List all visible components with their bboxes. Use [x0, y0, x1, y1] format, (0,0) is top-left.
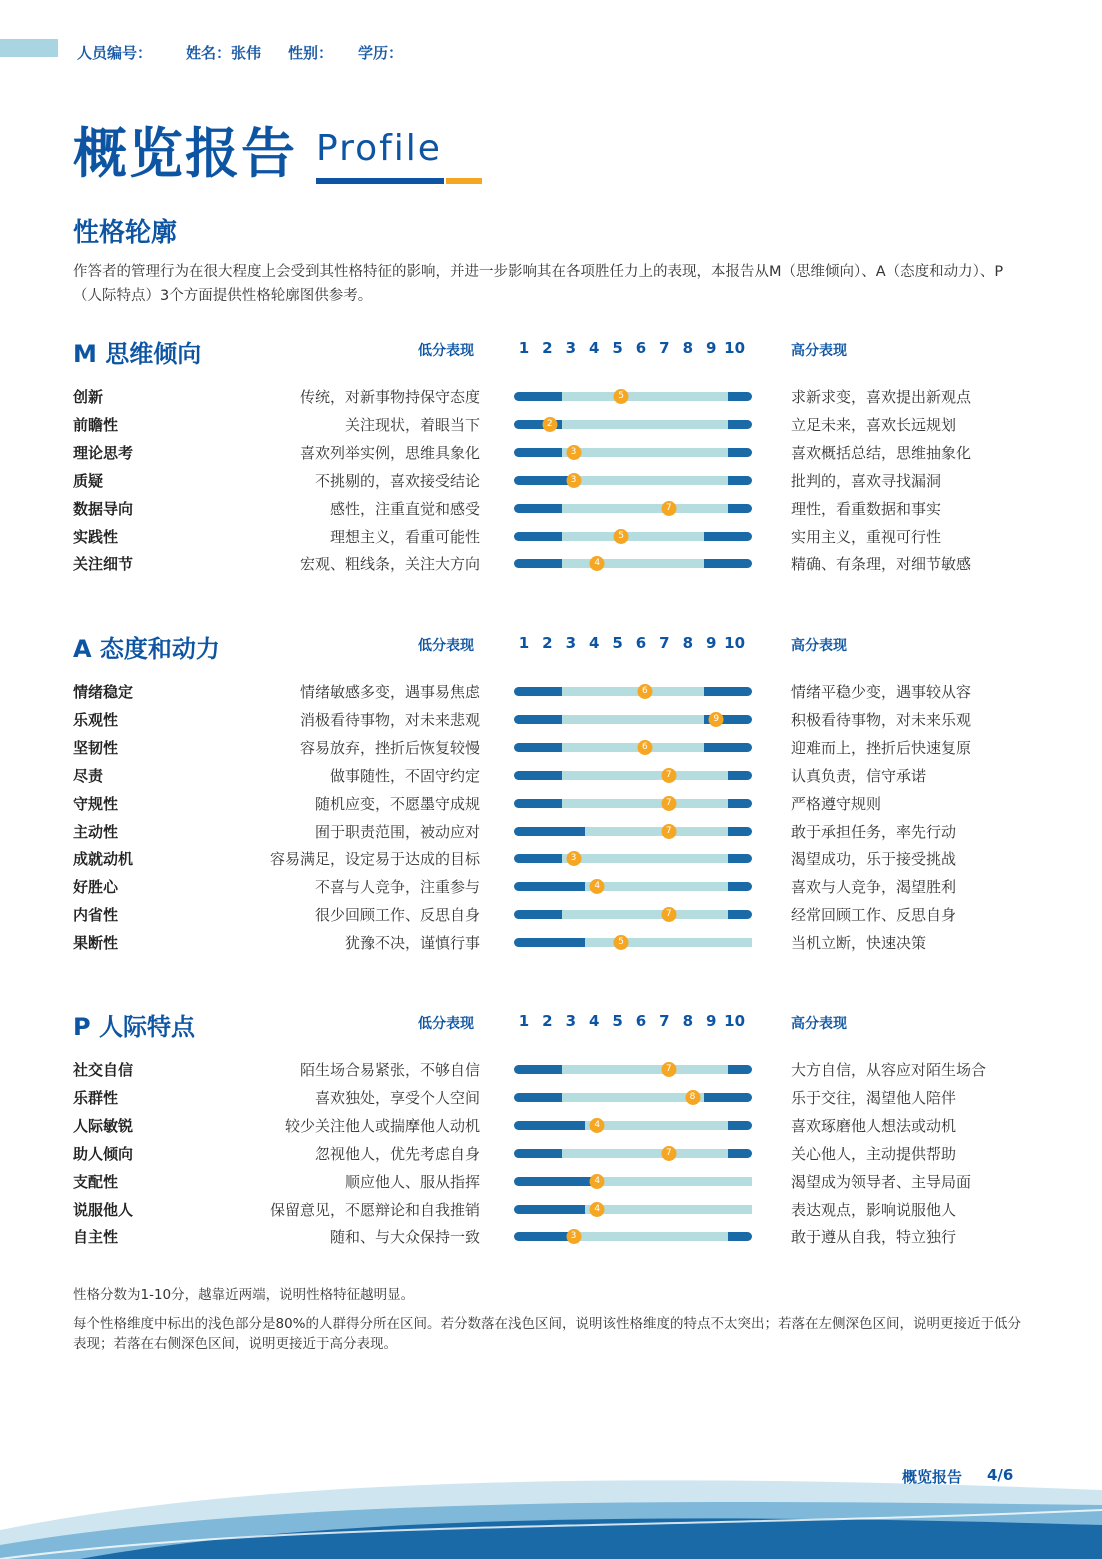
- trait-score-bar: [514, 532, 752, 541]
- trait-score-bar: [514, 910, 752, 919]
- trait-score-bar: [514, 1232, 752, 1241]
- score-marker: 4: [590, 1118, 605, 1133]
- trait-score-bar: [514, 1065, 752, 1074]
- trait-high-description: 理性，看重数据和事实: [791, 499, 942, 518]
- trait-score-bar: [514, 392, 752, 401]
- note-scale: 性格分数为1-10分，越靠近两端，说明性格特征越明显。: [73, 1287, 415, 1303]
- norm-band: [562, 715, 705, 724]
- trait-row: [0, 498, 1102, 520]
- trait-row: [0, 386, 1102, 408]
- score-marker: 4: [590, 556, 605, 571]
- trait-row: [0, 793, 1102, 815]
- trait-high-description: 表达观点，影响说服他人: [791, 1200, 957, 1219]
- trait-low-description: 消极看待事物，对未来悲观: [299, 710, 480, 729]
- trait-low-description: 犹豫不决，谨慎行事: [344, 934, 480, 953]
- trait-low-description: 顺应他人、服从指挥: [344, 1172, 480, 1191]
- trait-row: [0, 1115, 1102, 1137]
- trait-name: 实践性: [73, 527, 119, 546]
- trait-low-description: 容易放弃，挫折后恢复较慢: [299, 738, 480, 757]
- trait-row: [0, 1199, 1102, 1221]
- scale-tick-label: 7: [659, 339, 670, 357]
- score-marker: 7: [661, 907, 676, 922]
- trait-row: [0, 553, 1102, 575]
- trait-name: 助人倾向: [73, 1144, 134, 1163]
- person-name-label: 姓名：张伟: [186, 44, 262, 62]
- title-underline-orange: [446, 178, 482, 184]
- norm-band: [597, 1177, 752, 1186]
- score-marker: 7: [661, 501, 676, 516]
- trait-low-description: 陌生场合易紧张，不够自信: [299, 1061, 480, 1079]
- score-scale: [514, 1012, 752, 1032]
- trait-name: 自主性: [73, 1228, 119, 1247]
- trait-high-description: 当机立断，快速决策: [791, 934, 927, 953]
- gender-label: 性别：: [288, 44, 334, 62]
- score-marker: 5: [614, 389, 629, 404]
- trait-name: 内省性: [73, 906, 119, 925]
- trait-score-bar: [514, 559, 752, 568]
- score-marker: 3: [566, 445, 581, 460]
- title-underline-blue: [316, 178, 444, 184]
- scale-tick-label: 7: [659, 634, 670, 652]
- trait-name: 前瞻性: [73, 415, 119, 434]
- trait-high-description: 迎难而上，挫折后快速复原: [791, 738, 972, 757]
- trait-score-bar: [514, 1121, 752, 1130]
- norm-band: [562, 1065, 729, 1074]
- scale-tick-label: 8: [682, 339, 694, 357]
- trait-row: [0, 848, 1102, 870]
- scale-tick-label: 10: [724, 634, 746, 652]
- trait-score-bar: [514, 1149, 752, 1158]
- trait-low-description: 不喜与人竞争，注重参与: [314, 878, 480, 897]
- scale-tick-label: 1: [518, 1012, 530, 1030]
- norm-band: [585, 1205, 752, 1214]
- trait-high-description: 渴望成为领导者、主导局面: [791, 1172, 972, 1191]
- scale-tick-label: 9: [705, 634, 717, 652]
- trait-high-description: 敢于遵从自我，特立独行: [791, 1228, 957, 1247]
- norm-band: [574, 476, 729, 485]
- trait-score-bar: [514, 448, 752, 457]
- norm-band: [562, 799, 729, 808]
- score-marker: 4: [590, 879, 605, 894]
- trait-name: 说服他人: [73, 1200, 134, 1219]
- norm-band: [562, 1093, 705, 1102]
- trait-low-description: 较少关注他人或揣摩他人动机: [284, 1116, 480, 1135]
- trait-low-description: 宏观、粗线条，关注大方向: [299, 555, 480, 574]
- norm-band: [585, 882, 728, 891]
- scale-tick-label: 5: [612, 1012, 623, 1030]
- trait-high-description: 喜欢与人竞争，渴望胜利: [791, 878, 957, 897]
- scale-tick-label: 1: [518, 634, 530, 652]
- score-marker: 5: [614, 529, 629, 544]
- trait-high-description: 立足未来，喜欢长远规划: [791, 415, 957, 434]
- norm-band: [562, 420, 729, 429]
- note-band: 每个性格维度中标出的浅色部分是80%的人群得分所在区间。若分数落在浅色区间，说明该性格维度的特点不太突出；若落在左侧深色区间，说明更接近于低分表现；若落在右侧深色区间，说明更接近于高分表现。: [73, 1316, 1022, 1352]
- trait-low-description: 保留意见，不愿辩论和自我推销: [269, 1200, 480, 1219]
- trait-name: 果断性: [73, 934, 119, 953]
- trait-score-bar: [514, 476, 752, 485]
- norm-band: [562, 910, 729, 919]
- high-score-header: 高分表现: [791, 638, 847, 654]
- norm-band: [562, 532, 705, 541]
- trait-low-description: 传统，对新事物持保守态度: [299, 388, 480, 406]
- trait-high-description: 关心他人，主动提供帮助: [791, 1144, 957, 1163]
- trait-low-description: 囿于职责范围，被动应对: [314, 822, 480, 841]
- score-marker: 7: [661, 824, 676, 839]
- scale-tick-label: 6: [635, 634, 647, 652]
- trait-low-description: 理想主义，看重可能性: [329, 527, 480, 546]
- norm-band: [562, 743, 705, 752]
- group-title: A 态度和动力: [73, 635, 220, 663]
- norm-band: [562, 854, 729, 863]
- scale-tick-label: 8: [682, 1012, 694, 1030]
- trait-low-description: 喜欢列举实例，思维具象化: [299, 443, 480, 462]
- trait-low-description: 很少回顾工作、反思自身: [314, 906, 480, 925]
- trait-score-bar: [514, 1205, 752, 1214]
- trait-row: [0, 470, 1102, 492]
- norm-band: [562, 559, 705, 568]
- scale-tick-label: 10: [724, 1012, 746, 1030]
- scale-tick-label: 3: [565, 1012, 577, 1030]
- trait-name: 成就动机: [73, 850, 134, 869]
- scale-tick-label: 2: [542, 1012, 553, 1030]
- trait-high-description: 积极看待事物，对未来乐观: [791, 710, 972, 729]
- norm-band: [585, 938, 752, 947]
- trait-row: [0, 1059, 1102, 1081]
- trait-score-bar: [514, 715, 752, 724]
- trait-high-description: 批判的，喜欢寻找漏洞: [791, 471, 942, 490]
- trait-name: 好胜心: [73, 878, 119, 897]
- scale-tick-label: 6: [635, 339, 647, 357]
- norm-band: [562, 448, 729, 457]
- score-scale: [514, 339, 752, 359]
- trait-name: 质疑: [73, 471, 104, 490]
- trait-row: [0, 1171, 1102, 1193]
- norm-band: [562, 687, 705, 696]
- norm-band: [562, 392, 729, 401]
- trait-high-description: 实用主义，重视可行性: [791, 527, 942, 546]
- norm-band: [574, 1232, 729, 1241]
- trait-score-bar: [514, 938, 752, 947]
- score-marker: 4: [590, 1202, 605, 1217]
- page-title-english: Profile: [316, 128, 442, 169]
- trait-score-bar: [514, 1177, 752, 1186]
- trait-low-description: 情绪敏感多变，遇事易焦虑: [299, 683, 480, 701]
- score-marker: 7: [661, 796, 676, 811]
- trait-row: [0, 765, 1102, 787]
- trait-score-bar: [514, 420, 752, 429]
- scale-tick-label: 7: [659, 1012, 670, 1030]
- trait-low-description: 关注现状，着眼当下: [344, 415, 480, 434]
- trait-row: [0, 414, 1102, 436]
- score-marker: 6: [637, 684, 652, 699]
- page-title: 概览报告: [73, 122, 297, 185]
- score-marker: 7: [661, 1146, 676, 1161]
- low-score-header: 低分表现: [418, 638, 474, 654]
- trait-row: [0, 932, 1102, 954]
- low-score-header: 低分表现: [418, 1016, 474, 1032]
- score-marker: 3: [566, 851, 581, 866]
- trait-row: [0, 821, 1102, 843]
- trait-high-description: 大方自信，从容应对陌生场合: [791, 1061, 987, 1079]
- scale-tick-label: 3: [565, 339, 577, 357]
- trait-name: 乐群性: [73, 1088, 119, 1107]
- trait-score-bar: [514, 687, 752, 696]
- trait-score-bar: [514, 1093, 752, 1102]
- trait-name: 理论思考: [73, 443, 134, 462]
- trait-name: 创新: [73, 388, 104, 406]
- scale-tick-label: 8: [682, 634, 694, 652]
- trait-row: [0, 876, 1102, 898]
- score-marker: 4: [590, 1174, 605, 1189]
- trait-high-description: 乐于交往，渴望他人陪伴: [791, 1088, 957, 1107]
- trait-score-bar: [514, 827, 752, 836]
- trait-score-bar: [514, 771, 752, 780]
- scale-tick-label: 10: [724, 339, 746, 357]
- score-scale: [514, 634, 752, 654]
- trait-name: 数据导向: [73, 499, 134, 518]
- trait-high-description: 严格遵守规则: [791, 794, 882, 813]
- trait-score-bar: [514, 854, 752, 863]
- person-id-label: 人员编号：: [77, 44, 153, 62]
- scale-tick-label: 5: [612, 339, 623, 357]
- section-title: 性格轮廓: [73, 218, 178, 248]
- trait-low-description: 随机应变，不愿墨守成规: [314, 794, 480, 813]
- trait-row: [0, 737, 1102, 759]
- score-marker: 3: [566, 473, 581, 488]
- trait-row: [0, 442, 1102, 464]
- score-marker: 9: [709, 712, 724, 727]
- footer-page-number: 4/6: [987, 1466, 1014, 1484]
- scale-tick-label: 4: [588, 1012, 600, 1030]
- norm-band: [585, 827, 728, 836]
- trait-high-description: 敢于承担任务，率先行动: [791, 822, 957, 841]
- high-score-header: 高分表现: [791, 1016, 847, 1032]
- trait-row: [0, 709, 1102, 731]
- scale-tick-label: 1: [518, 339, 530, 357]
- scale-tick-label: 9: [705, 339, 717, 357]
- trait-low-description: 喜欢独处，享受个人空间: [314, 1088, 480, 1107]
- norm-band: [585, 1121, 728, 1130]
- scale-tick-label: 2: [542, 339, 553, 357]
- trait-name: 坚韧性: [73, 738, 119, 757]
- trait-high-description: 喜欢概括总结，思维抽象化: [791, 443, 972, 462]
- trait-row: [0, 526, 1102, 548]
- trait-name: 情绪稳定: [73, 683, 134, 701]
- trait-name: 守规性: [73, 794, 119, 813]
- group-title: M 思维倾向: [73, 340, 202, 368]
- trait-name: 人际敏锐: [73, 1116, 134, 1135]
- scale-tick-label: 2: [542, 634, 553, 652]
- education-label: 学历：: [358, 44, 404, 62]
- norm-band: [562, 771, 729, 780]
- scale-tick-label: 4: [588, 634, 600, 652]
- trait-low-description: 忽视他人，优先考虑自身: [314, 1144, 480, 1163]
- trait-high-description: 精确、有条理，对细节敏感: [791, 555, 972, 574]
- trait-high-description: 经常回顾工作、反思自身: [791, 906, 957, 925]
- header-accent-bar: [0, 39, 58, 57]
- trait-low-description: 做事随性，不固守约定: [329, 766, 480, 785]
- trait-row: [0, 681, 1102, 703]
- trait-high-description: 认真负责，信守承诺: [791, 766, 927, 785]
- score-marker: 8: [685, 1090, 700, 1105]
- trait-high-description: 求新求变，喜欢提出新观点: [791, 388, 972, 406]
- high-score-header: 高分表现: [791, 343, 847, 359]
- score-marker: 5: [614, 935, 629, 950]
- score-marker: 6: [637, 740, 652, 755]
- trait-score-bar: [514, 743, 752, 752]
- trait-low-description: 感性，注重直觉和感受: [329, 499, 480, 518]
- score-marker: 2: [542, 417, 557, 432]
- trait-score-bar: [514, 504, 752, 513]
- low-score-header: 低分表现: [418, 343, 474, 359]
- footer-label: 概览报告: [902, 1468, 963, 1486]
- score-marker: 3: [566, 1229, 581, 1244]
- trait-row: [0, 1226, 1102, 1248]
- trait-row: [0, 904, 1102, 926]
- trait-name: 主动性: [73, 822, 119, 841]
- trait-name: 社交自信: [73, 1061, 134, 1079]
- scale-tick-label: 9: [705, 1012, 717, 1030]
- trait-high-description: 情绪平稳少变，遇事较从容: [791, 683, 972, 701]
- score-marker: 7: [661, 1062, 676, 1077]
- trait-low-description: 随和、与大众保持一致: [329, 1228, 480, 1247]
- trait-row: [0, 1087, 1102, 1109]
- trait-name: 关注细节: [73, 555, 134, 574]
- scale-tick-label: 5: [612, 634, 623, 652]
- trait-high-description: 喜欢琢磨他人想法或动机: [791, 1116, 957, 1135]
- trait-name: 乐观性: [73, 710, 119, 729]
- norm-band: [562, 1149, 729, 1158]
- norm-band: [562, 504, 729, 513]
- trait-score-bar: [514, 799, 752, 808]
- trait-high-description: 渴望成功，乐于接受挑战: [791, 850, 957, 869]
- section-intro: 作答者的管理行为在很大程度上会受到其性格特征的影响，并进一步影响其在各项胜任力上的表现，本报告从M（思维倾向）、A（态度和动力）、P（人际特点）3个方面提供性格轮廓图供参考。: [73, 264, 1004, 304]
- trait-low-description: 容易满足，设定易于达成的目标: [269, 850, 480, 869]
- scale-tick-label: 4: [588, 339, 600, 357]
- scale-tick-label: 6: [635, 1012, 647, 1030]
- trait-row: [0, 1143, 1102, 1165]
- score-marker: 7: [661, 768, 676, 783]
- scale-tick-label: 3: [565, 634, 577, 652]
- group-title: P 人际特点: [73, 1013, 195, 1041]
- trait-low-description: 不挑剔的，喜欢接受结论: [314, 471, 480, 490]
- trait-name: 尽责: [73, 766, 104, 785]
- trait-score-bar: [514, 882, 752, 891]
- trait-name: 支配性: [73, 1172, 119, 1191]
